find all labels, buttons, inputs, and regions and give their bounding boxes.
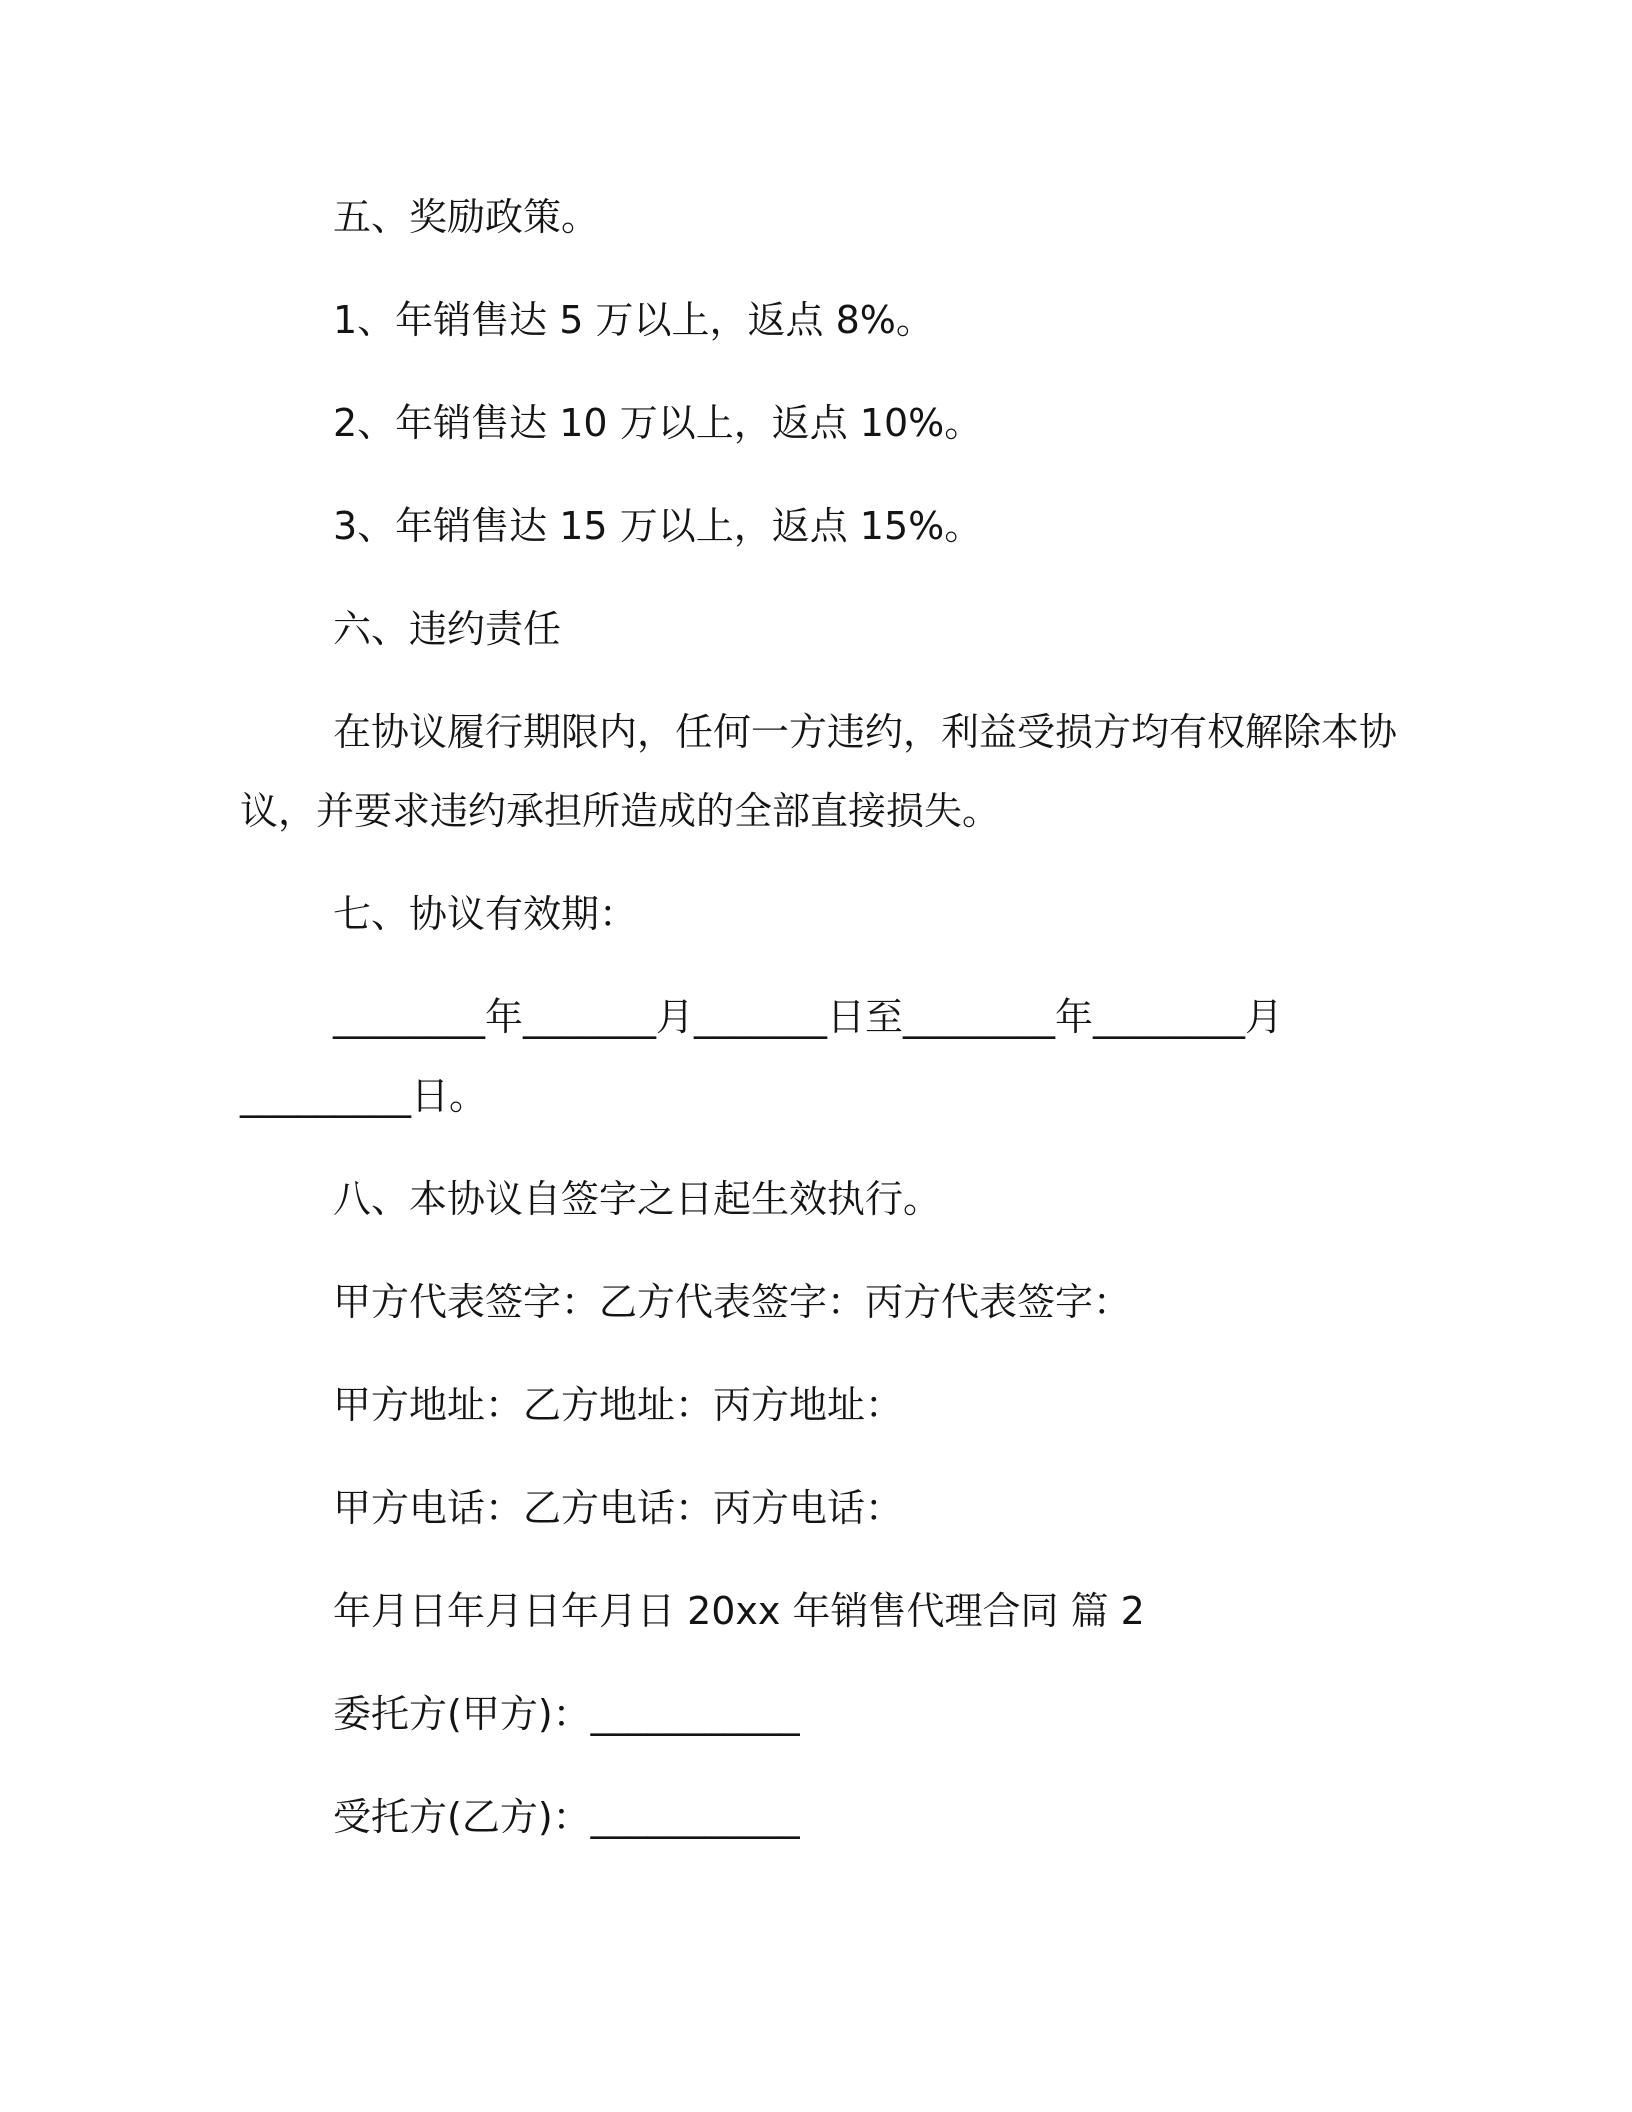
section-8-title: 八、本协议自签字之日起生效执行。: [333, 1177, 942, 1221]
agent-party-line: 受托方(乙方)：___________: [333, 1795, 800, 1839]
reward-item-1: 1、年销售达 5 万以上，返点 8%。: [333, 298, 934, 342]
section-5-title: 五、奖励政策。: [333, 195, 600, 239]
section-6-body-line-1: 在协议履行期限内，任何一方违约，利益受损方均有权解除本协: [333, 710, 1398, 754]
date-and-contract-heading: 年月日年月日年月日 20xx 年销售代理合同 篇 2: [333, 1589, 1145, 1633]
phone-line: 甲方电话：乙方电话：丙方电话：: [333, 1486, 904, 1530]
section-7-title: 七、协议有效期：: [333, 892, 638, 936]
principal-party-line: 委托方(甲方)：___________: [333, 1692, 800, 1736]
validity-period-line-1: ________年_______月_______日至________年________月: [333, 995, 1284, 1039]
validity-period-line-2: _________日。: [240, 1074, 488, 1118]
reward-item-3: 3、年销售达 15 万以上，返点 15%。: [333, 504, 983, 548]
address-line: 甲方地址：乙方地址：丙方地址：: [333, 1383, 904, 1427]
section-6-body-line-2: 议，并要求违约承担所造成的全部直接损失。: [240, 789, 1001, 833]
signature-line: 甲方代表签字：乙方代表签字：丙方代表签字：: [333, 1280, 1132, 1324]
section-6-title: 六、违约责任: [333, 607, 562, 651]
reward-item-2: 2、年销售达 10 万以上，返点 10%。: [333, 401, 983, 445]
